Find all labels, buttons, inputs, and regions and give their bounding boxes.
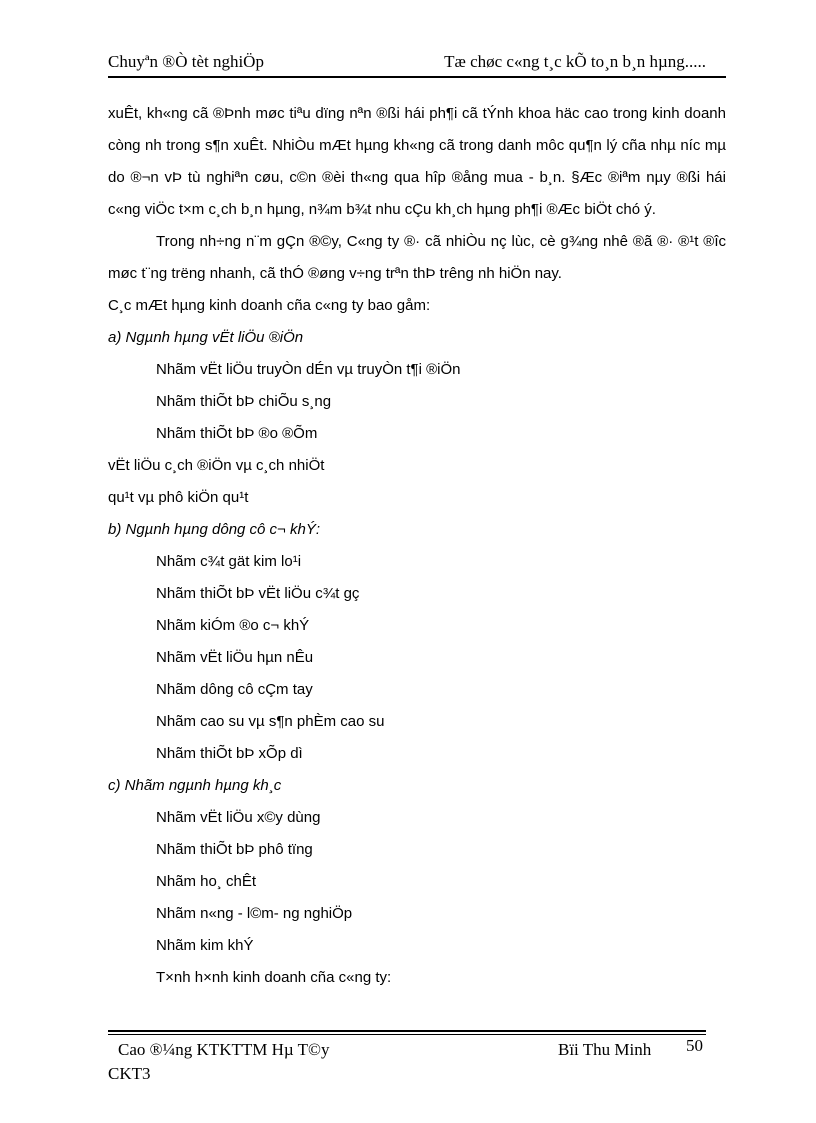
section-heading-c: c) Nhãm ngµnh hµng kh¸c [108,777,282,794]
list-item: T×nh h×nh kinh doanh cña c«ng ty: [156,969,392,986]
list-line: vËt liÖu c¸ch ®iÖn vµ c¸ch nhiÖt [108,457,325,474]
list-item: Nhãm thiÕt bÞ xÕp dì [156,745,303,762]
list-item: Nhãm c¾t gät kim lo¹i [156,553,302,570]
section-heading-b: b) Ngµnh hµng dông cô c¬ khÝ: [108,521,320,538]
paragraph-1: xuÊt, kh«ng cã ®Þnh møc tiªu dïng nªn ®ßi hái ph¶i cã tÝnh khoa häc cao trong kinh doanh còng nh trong s¶n xuÊt. NhiÒu mÆt hµng kh«ng cã trong danh môc qu¶n lý cña nhµ níc mµ do ®¬n vÞ tù nghiªn cøu, c©n ®èi th«ng qua hîp ®ång mua - b¸n. §Æc ®iªm nµy ®ßi hái c«ng viÖc t×m c¸ch b¸n hµng, n¾m b¾t nhu cÇu kh¸ch hµng ph¶i ®Æc biÖt chó ý. [108,105,726,218]
footer-author: Bïi Thu Minh [558,1040,652,1059]
list-item: Nhãm vËt liÖu truyÒn dÉn vµ truyÒn t¶i ®iÖn [156,361,461,378]
footer-class: CKT3 [108,1064,151,1083]
footer-rule [108,1030,706,1032]
list-item: Nhãm dông cô cÇm tay [156,681,313,698]
header-rule [108,76,726,78]
paragraph-2: Trong nh÷ng n¨m gÇn ®©y, C«ng ty ®· cã nhiÒu nç lùc, cè g¾ng nhê ®ã ®· ®¹t ®îc møc t¨ng trëng nhanh, cã thÓ ®øng v÷ng trªn thÞ trêng nh hiÖn nay. [108,233,726,282]
list-item: Nhãm thiÕt bÞ ®o ®Õm [156,425,318,442]
list-item: Nhãm kim khÝ [156,937,254,954]
list-item: Nhãm ho¸ chÊt [156,873,257,890]
paragraph-3: C¸c mÆt hµng kinh doanh cña c«ng ty bao gåm: [108,297,431,314]
header-title-left: Chuyªn ®Ò tèt nghiÖp [108,52,264,71]
page-number: 50 [686,1036,703,1055]
section-heading-a: a) Ngµnh hµng vËt liÖu ®iÖn [108,329,304,346]
list-item: Nhãm thiÕt bÞ vËt liÖu c¾t gç [156,585,360,602]
header-title-right: Tæ chøc c«ng t¸c kÕ to¸n b¸n hµng..... [444,52,706,71]
document-body [108,98,726,994]
list-item: Nhãm kiÓm ®o c¬ khÝ [156,617,310,634]
list-item: Nhãm n«ng - l©m- ng nghiÖp [156,905,353,922]
page-header [108,52,726,76]
list-line: qu¹t vµ phô kiÖn qu¹t [108,489,249,506]
footer-school: Cao ®¼ng KTKTTM Hµ T©y [118,1040,330,1059]
footer-rule-thin [108,1034,706,1035]
list-item: Nhãm cao su vµ s¶n phÈm cao su [156,713,385,730]
list-item: Nhãm thiÕt bÞ phô tïng [156,841,313,858]
list-item: Nhãm vËt liÖu hµn nÊu [156,649,314,666]
list-item: Nhãm thiÕt bÞ chiÕu s¸ng [156,393,332,410]
list-item: Nhãm vËt liÖu x©y dùng [156,809,321,826]
